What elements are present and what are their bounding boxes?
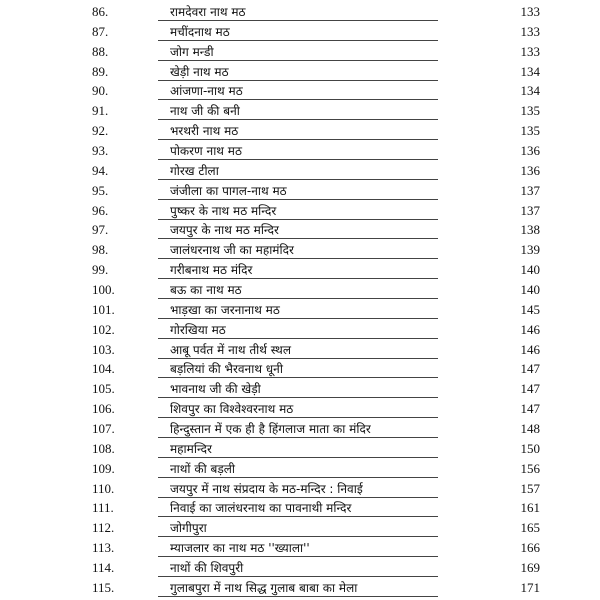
toc-entry	[0, 460, 600, 478]
toc-entry	[0, 480, 600, 498]
entry-title: महामन्दिर	[170, 441, 212, 456]
entry-title: जोगीपुरा	[170, 521, 207, 536]
entry-page-number: 150	[520, 440, 540, 456]
entry-page-number: 161	[520, 500, 540, 516]
toc-entry	[0, 380, 600, 398]
toc-entry	[0, 63, 600, 81]
toc-entry	[0, 241, 600, 259]
entry-title: गुलाबपुरा में नाथ सिद्ध गुलाब बाबा का मेला	[170, 580, 358, 595]
row-divider	[158, 119, 438, 120]
toc-entry	[0, 162, 600, 180]
entry-title: गोरखिया मठ	[170, 322, 226, 337]
row-divider	[158, 338, 438, 339]
entry-number: 106.	[92, 401, 115, 417]
row-divider	[158, 258, 438, 259]
entry-page-number: 140	[520, 262, 540, 278]
entry-title: म्याजलार का नाथ मठ ''ख्याला''	[170, 541, 310, 556]
entry-number: 103.	[92, 341, 115, 357]
toc-entry	[0, 519, 600, 537]
row-divider	[158, 20, 438, 21]
entry-title: बड़लियां की भैरवनाथ धूनी	[170, 362, 283, 377]
entry-page-number: 171	[520, 579, 540, 595]
entry-page-number: 134	[520, 83, 540, 99]
entry-page-number: 135	[520, 123, 540, 139]
entry-page-number: 140	[520, 282, 540, 298]
entry-title: जयपुर के नाथ मठ मन्दिर	[170, 223, 279, 238]
entry-title: हिन्दुस्तान में एक ही है हिंगलाज माता का मंदिर	[170, 422, 371, 437]
entry-title: शिवपुर का विश्वेश्वरनाथ मठ	[170, 402, 294, 417]
entry-page-number: 165	[520, 520, 540, 536]
entry-title: निवाई का जालंधरनाथ का पावनाथी मन्दिर	[170, 501, 352, 516]
entry-page-number: 136	[520, 162, 540, 178]
toc-entry	[0, 3, 600, 21]
entry-number: 109.	[92, 460, 115, 476]
entry-page-number: 138	[520, 222, 540, 238]
row-divider	[158, 576, 438, 577]
entry-number: 104.	[92, 361, 115, 377]
row-divider	[158, 199, 438, 200]
entry-title: बऊ का नाथ मठ	[170, 283, 242, 298]
row-divider	[158, 179, 438, 180]
row-divider	[158, 219, 438, 220]
toc-entry	[0, 221, 600, 239]
entry-page-number: 136	[520, 143, 540, 159]
toc-entry	[0, 360, 600, 378]
entry-number: 110.	[92, 480, 115, 496]
entry-title: आबू पर्वत में नाथ तीर्थ स्थल	[170, 342, 291, 357]
entry-number: 93.	[92, 143, 109, 159]
entry-page-number: 146	[520, 321, 540, 337]
entry-number: 101.	[92, 301, 115, 317]
entry-number: 96.	[92, 202, 109, 218]
row-divider	[158, 80, 438, 81]
entry-number: 112.	[92, 520, 115, 536]
entry-number: 100.	[92, 282, 115, 298]
entry-number: 91.	[92, 103, 109, 119]
toc-entry	[0, 281, 600, 299]
entry-number: 113.	[92, 540, 115, 556]
toc-entry	[0, 440, 600, 458]
entry-number: 102.	[92, 321, 115, 337]
entry-page-number: 146	[520, 341, 540, 357]
entry-number: 86.	[92, 4, 109, 19]
toc-entry	[0, 202, 600, 220]
row-divider	[158, 40, 438, 41]
row-divider	[158, 377, 438, 378]
row-divider	[158, 477, 438, 478]
row-divider	[158, 516, 438, 517]
entry-page-number: 137	[520, 202, 540, 218]
entry-number: 88.	[92, 43, 109, 59]
entry-title: जंजीला का पागल-नाथ मठ	[170, 183, 287, 198]
row-divider	[158, 99, 438, 100]
entry-title: पोकरण नाथ मठ	[170, 144, 242, 159]
entry-page-number: 139	[520, 242, 540, 258]
toc-entry	[0, 261, 600, 279]
entry-title: जालंधरनाथ जी का महामंदिर	[170, 243, 294, 258]
row-divider	[158, 60, 438, 61]
entry-number: 95.	[92, 182, 109, 198]
row-divider	[158, 556, 438, 557]
entry-number: 87.	[92, 23, 109, 39]
toc-entry	[0, 182, 600, 200]
toc-entry	[0, 102, 600, 120]
row-divider	[158, 139, 438, 140]
row-divider	[158, 536, 438, 537]
toc-entry	[0, 579, 600, 597]
entry-page-number: 157	[520, 480, 540, 496]
toc-entry	[0, 539, 600, 557]
entry-title: जोग मन्डी	[170, 44, 214, 59]
toc-entry	[0, 420, 600, 438]
toc-entry	[0, 43, 600, 61]
entry-page-number: 145	[520, 301, 540, 317]
entry-page-number: 137	[520, 182, 540, 198]
entry-page-number: 147	[520, 361, 540, 377]
entry-page-number: 133	[520, 43, 540, 59]
entry-page-number: 148	[520, 421, 540, 437]
entry-page-number: 133	[520, 23, 540, 39]
entry-number: 105.	[92, 381, 115, 397]
toc-entry	[0, 559, 600, 577]
entry-title: जयपुर में नाथ संप्रदाय के मठ-मन्दिर : निवाई	[170, 481, 363, 496]
entry-page-number: 134	[520, 63, 540, 79]
entry-page-number: 147	[520, 401, 540, 417]
entry-title: भाड़खा का जरनानाथ मठ	[170, 302, 280, 317]
entry-number: 115.	[92, 579, 115, 595]
entry-number: 107.	[92, 421, 115, 437]
row-divider	[158, 437, 438, 438]
entry-title: पुष्कर के नाथ मठ मन्दिर	[170, 203, 277, 218]
row-divider	[158, 318, 438, 319]
entry-title: खेड़ी नाथ मठ	[170, 64, 229, 79]
toc-entry	[0, 301, 600, 319]
row-divider	[158, 497, 438, 498]
entry-title: रामदेवरा नाथ मठ	[170, 5, 246, 19]
row-divider	[158, 298, 438, 299]
entry-page-number: 156	[520, 460, 540, 476]
entry-title: गरीबनाथ मठ मंदिर	[170, 263, 253, 278]
entry-number: 111.	[92, 500, 114, 516]
row-divider	[158, 278, 438, 279]
toc-entry	[0, 341, 600, 359]
entry-number: 98.	[92, 242, 109, 258]
row-divider	[158, 397, 438, 398]
toc-entry	[0, 122, 600, 140]
entry-title: नाथों की बड़ली	[170, 461, 236, 476]
row-divider	[158, 596, 438, 597]
entry-page-number: 135	[520, 103, 540, 119]
row-divider	[158, 238, 438, 239]
entry-page-number: 133	[520, 4, 540, 19]
toc-entry	[0, 23, 600, 41]
entry-title: आंजणा-नाथ मठ	[170, 84, 243, 99]
entry-number: 97.	[92, 222, 109, 238]
toc-entry	[0, 82, 600, 100]
row-divider	[158, 159, 438, 160]
entry-number: 114.	[92, 560, 115, 576]
entry-number: 92.	[92, 123, 109, 139]
entry-title: गोरख टीला	[170, 163, 219, 178]
row-divider	[158, 417, 438, 418]
entry-page-number: 169	[520, 560, 540, 576]
toc-entry	[0, 321, 600, 339]
entry-number: 99.	[92, 262, 109, 278]
row-divider	[158, 358, 438, 359]
entry-number: 108.	[92, 440, 115, 456]
entry-title: मचींदनाथ मठ	[170, 24, 230, 39]
entry-title: भावनाथ जी की खेड़ी	[170, 382, 261, 397]
entry-title: भरथरी नाथ मठ	[170, 124, 239, 139]
entry-number: 90.	[92, 83, 109, 99]
toc-entry	[0, 400, 600, 418]
toc-entry	[0, 499, 600, 517]
entry-title: नाथ जी की बनी	[170, 104, 240, 119]
entry-number: 94.	[92, 162, 109, 178]
entry-number: 89.	[92, 63, 109, 79]
entry-page-number: 166	[520, 540, 540, 556]
row-divider	[158, 457, 438, 458]
entry-page-number: 147	[520, 381, 540, 397]
entry-title: नाथों की शिवपुरी	[170, 561, 244, 576]
toc-entry	[0, 142, 600, 160]
